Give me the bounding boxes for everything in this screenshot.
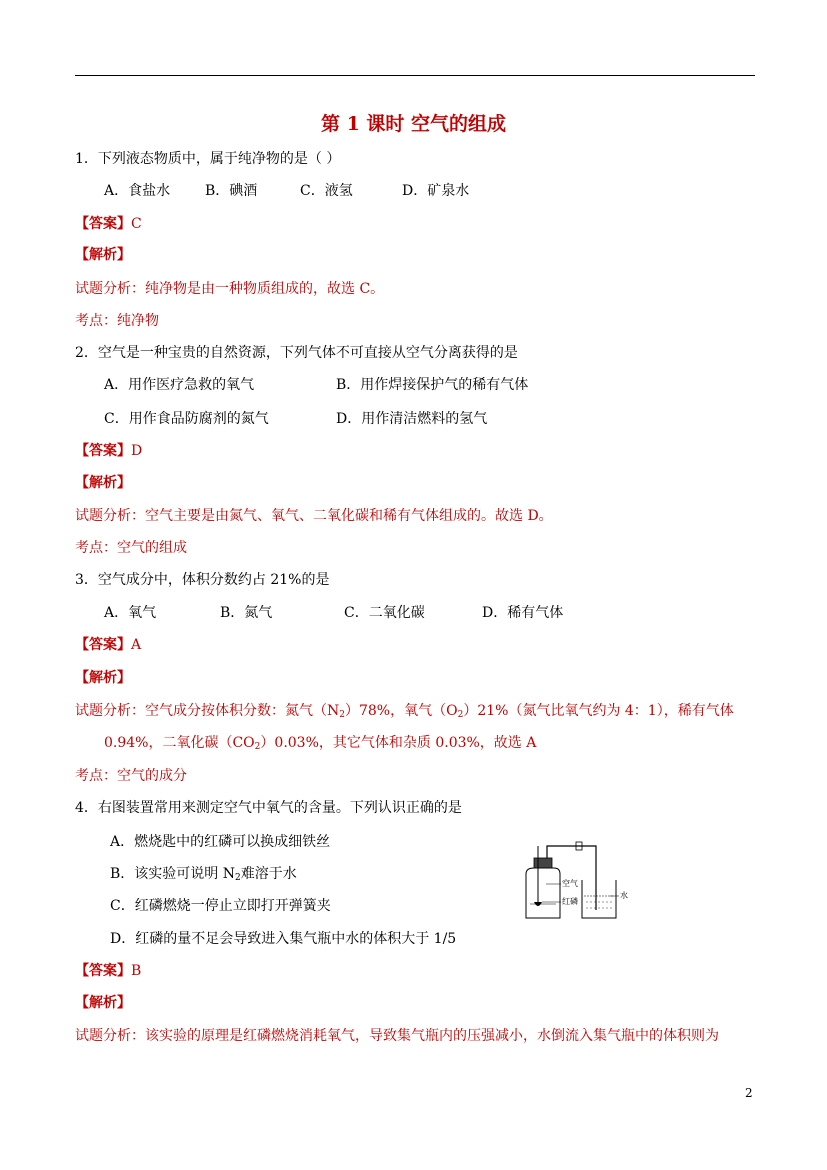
q1-analysis-label: 【解析】 [75, 247, 131, 263]
subscript: 2 [254, 742, 261, 752]
q3-analysis-text: 0.94%，二氧化碳（CO [104, 735, 255, 751]
q2-point: 考点：空气的组成 [75, 540, 187, 556]
q4-stem: 4．右图装置常用来测定空气中氧气的含量。下列认识正确的是 [75, 800, 462, 816]
q2-option-b: B．用作焊接保护气的稀有气体 [336, 377, 529, 393]
q1-answer-value: C [131, 216, 142, 232]
q4-analysis: 试题分析：该实验的原理是红磷燃烧消耗氧气，导致集气瓶内的压强减小，水倒流入集气瓶中的体积则为 [75, 1028, 719, 1044]
q1-analysis: 试题分析：纯净物是由一种物质组成的，故选 C。 [75, 281, 385, 297]
q4-answer [75, 961, 141, 981]
figure-label-red-phosphorus: 红磷 [562, 897, 578, 906]
q4-option-a: A．燃烧匙中的红磷可以换成细铁丝 [110, 834, 331, 850]
q3-analysis-text: ）21%（氮气比氧气约为 4：1），稀有气体 [463, 703, 734, 719]
header-rule [75, 75, 755, 76]
experiment-apparatus-figure [520, 840, 632, 920]
figure-label-air: 空气 [562, 879, 578, 888]
q2-analysis: 试题分析：空气主要是由氮气、氧气、二氧化碳和稀有气体组成的。故选 D。 [75, 508, 553, 524]
q4-option-b-text: B．该实验可说明 N [110, 866, 235, 882]
q1-answer-label: 【答案】 [75, 216, 131, 232]
q3-point: 考点：空气的成分 [75, 768, 187, 784]
subscript: 2 [457, 710, 464, 720]
q2-answer [75, 441, 142, 461]
subscript: 2 [235, 873, 241, 883]
q4-option-b-text: 难溶于水 [240, 866, 297, 882]
q2-stem: 2．空气是一种宝贵的自然资源，下列气体不可直接从空气分离获得的是 [75, 345, 518, 361]
page-number: 2 [745, 1086, 753, 1100]
subscript: 2 [339, 710, 345, 720]
q3-answer-label: 【答案】 [75, 637, 131, 653]
q2-option-a: A．用作医疗急救的氧气 [104, 377, 255, 393]
q2-option-d: D．用作清洁燃料的氢气 [336, 411, 488, 427]
q1-stem: 1．下列液态物质中，属于纯净物的是（ ） [75, 151, 341, 167]
q3-stem: 3．空气成分中，体积分数约占 21%的是 [75, 572, 330, 588]
q1-point: 考点：纯净物 [75, 313, 159, 329]
q1-option-c: C．液氢 [300, 183, 353, 199]
page-title: 第 1 课时 空气的组成 [320, 113, 507, 135]
q3-analysis-text: 试题分析：空气成分按体积分数：氮气（N [75, 703, 340, 719]
q4-analysis-label: 【解析】 [75, 995, 131, 1011]
q3-answer [75, 635, 141, 655]
q1-option-a: A．食盐水 [104, 183, 171, 199]
q3-analysis-label: 【解析】 [75, 670, 131, 686]
q3-analysis-line2 [104, 733, 536, 757]
q3-option-b: B．氮气 [220, 605, 273, 621]
q4-option-c: C．红磷燃烧一停止立即打开弹簧夹 [110, 898, 331, 914]
q2-answer-label: 【答案】 [75, 443, 131, 459]
q3-analysis-line1 [75, 701, 734, 725]
q1-answer [75, 214, 142, 234]
figure-label-water: 水 [620, 891, 628, 900]
q2-analysis-label: 【解析】 [75, 475, 131, 491]
q4-option-d: D．红磷的量不足会导致进入集气瓶中水的体积大于 1/5 [110, 931, 457, 947]
q3-option-c: C．二氧化碳 [344, 605, 425, 621]
q3-option-a: A．氧气 [104, 605, 157, 621]
q4-option-b [110, 864, 297, 888]
q3-analysis-text: ）78%，氧气（O [344, 703, 458, 719]
q2-answer-value: D [131, 443, 143, 459]
q3-analysis-text: ）0.03%，其它气体和杂质 0.03%，故选 A [260, 735, 537, 751]
q3-option-d: D．稀有气体 [482, 605, 564, 621]
q4-answer-label: 【答案】 [75, 963, 131, 979]
q1-option-b: B．碘酒 [205, 183, 258, 199]
q3-answer-value: A [131, 637, 142, 653]
q1-option-d: D．矿泉水 [402, 183, 470, 199]
q2-option-c: C．用作食品防腐剂的氮气 [104, 411, 269, 427]
q4-answer-value: B [131, 963, 142, 979]
